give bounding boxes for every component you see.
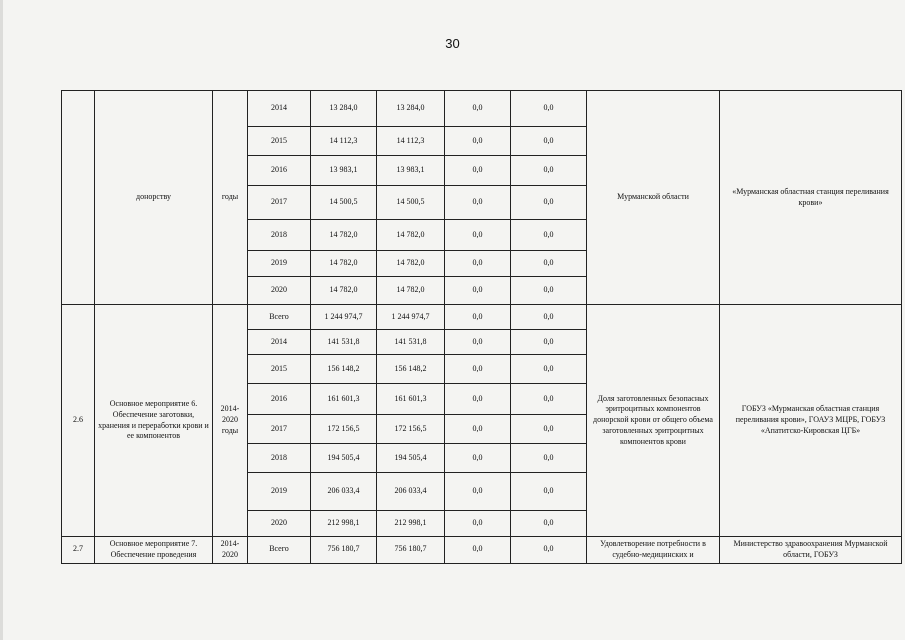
year-cell: 2014 <box>248 91 311 127</box>
other-sources-cell: 0,0 <box>511 220 587 251</box>
federal-budget-cell: 0,0 <box>445 220 511 251</box>
federal-budget-cell: 0,0 <box>445 305 511 330</box>
year-cell: 2017 <box>248 186 311 220</box>
total-cell: 194 505,4 <box>311 444 377 473</box>
federal-budget-cell: 0,0 <box>445 444 511 473</box>
year-cell: 2019 <box>248 473 311 511</box>
federal-budget-cell: 0,0 <box>445 537 511 564</box>
regional-budget-cell: 194 505,4 <box>377 444 445 473</box>
scan-edge <box>0 0 3 640</box>
regional-budget-cell: 161 601,3 <box>377 384 445 415</box>
other-sources-cell: 0,0 <box>511 473 587 511</box>
row-number-cell <box>62 91 95 305</box>
regional-budget-cell: 206 033,4 <box>377 473 445 511</box>
year-cell: 2016 <box>248 156 311 186</box>
year-cell: 2017 <box>248 415 311 444</box>
page-number: 30 <box>445 36 460 51</box>
year-cell: 2020 <box>248 277 311 305</box>
other-sources-cell: 0,0 <box>511 444 587 473</box>
period-cell: годы <box>213 91 248 305</box>
other-sources-cell: 0,0 <box>511 511 587 537</box>
regional-budget-cell: 14 112,3 <box>377 127 445 156</box>
other-sources-cell: 0,0 <box>511 305 587 330</box>
indicator-cell: Удовлетворение потребности в судебно-медицинских и <box>587 537 720 564</box>
federal-budget-cell: 0,0 <box>445 186 511 220</box>
regional-budget-cell: 1 244 974,7 <box>377 305 445 330</box>
year-cell: 2016 <box>248 384 311 415</box>
federal-budget-cell: 0,0 <box>445 511 511 537</box>
year-cell: Всего <box>248 537 311 564</box>
executor-cell: «Мурманская областная станция переливания крови» <box>720 91 902 305</box>
other-sources-cell: 0,0 <box>511 384 587 415</box>
total-cell: 14 112,3 <box>311 127 377 156</box>
budget-table-body <box>62 91 902 564</box>
other-sources-cell: 0,0 <box>511 415 587 444</box>
table-row <box>62 537 902 564</box>
row-number-cell: 2.7 <box>62 537 95 564</box>
event-name-cell: Основное мероприятие 7. Обеспечение проведения <box>95 537 213 564</box>
regional-budget-cell: 14 782,0 <box>377 220 445 251</box>
executor-cell: ГОБУЗ «Мурманская областная станция переливания крови», ГОАУЗ МЦРБ, ГОБУЗ «Апатитско-Кировская ЦГБ» <box>720 305 902 537</box>
year-cell: 2014 <box>248 330 311 355</box>
indicator-cell: Мурманской области <box>587 91 720 305</box>
federal-budget-cell: 0,0 <box>445 156 511 186</box>
regional-budget-cell: 172 156,5 <box>377 415 445 444</box>
year-cell: 2018 <box>248 220 311 251</box>
indicator-cell: Доля заготовленных безопасных эритроцитных компонентов донорской крови от общего объема заготовленных эритроцитных компонентов крови <box>587 305 720 537</box>
event-name-cell: донорству <box>95 91 213 305</box>
regional-budget-cell: 14 782,0 <box>377 251 445 277</box>
period-cell: 2014-2020 годы <box>213 305 248 537</box>
year-cell: 2018 <box>248 444 311 473</box>
total-cell: 212 998,1 <box>311 511 377 537</box>
year-cell: Всего <box>248 305 311 330</box>
total-cell: 14 500,5 <box>311 186 377 220</box>
total-cell: 14 782,0 <box>311 251 377 277</box>
row-number-cell: 2.6 <box>62 305 95 537</box>
regional-budget-cell: 756 180,7 <box>377 537 445 564</box>
other-sources-cell: 0,0 <box>511 355 587 384</box>
total-cell: 1 244 974,7 <box>311 305 377 330</box>
total-cell: 172 156,5 <box>311 415 377 444</box>
other-sources-cell: 0,0 <box>511 91 587 127</box>
event-name-cell: Основное мероприятие 6. Обеспечение заготовки, хранения и переработки крови и ее компонентов <box>95 305 213 537</box>
federal-budget-cell: 0,0 <box>445 355 511 384</box>
total-cell: 156 148,2 <box>311 355 377 384</box>
total-cell: 756 180,7 <box>311 537 377 564</box>
regional-budget-cell: 14 500,5 <box>377 186 445 220</box>
total-cell: 161 601,3 <box>311 384 377 415</box>
federal-budget-cell: 0,0 <box>445 384 511 415</box>
year-cell: 2015 <box>248 355 311 384</box>
other-sources-cell: 0,0 <box>511 251 587 277</box>
budget-table <box>61 90 902 564</box>
table-row <box>62 91 902 127</box>
regional-budget-cell: 13 983,1 <box>377 156 445 186</box>
period-cell: 2014-2020 <box>213 537 248 564</box>
total-cell: 14 782,0 <box>311 277 377 305</box>
year-cell: 2020 <box>248 511 311 537</box>
other-sources-cell: 0,0 <box>511 127 587 156</box>
federal-budget-cell: 0,0 <box>445 251 511 277</box>
other-sources-cell: 0,0 <box>511 186 587 220</box>
regional-budget-cell: 141 531,8 <box>377 330 445 355</box>
regional-budget-cell: 14 782,0 <box>377 277 445 305</box>
executor-cell: Министерство здравоохранения Мурманской области, ГОБУЗ <box>720 537 902 564</box>
other-sources-cell: 0,0 <box>511 156 587 186</box>
total-cell: 13 284,0 <box>311 91 377 127</box>
federal-budget-cell: 0,0 <box>445 91 511 127</box>
regional-budget-cell: 212 998,1 <box>377 511 445 537</box>
federal-budget-cell: 0,0 <box>445 473 511 511</box>
other-sources-cell: 0,0 <box>511 330 587 355</box>
total-cell: 206 033,4 <box>311 473 377 511</box>
federal-budget-cell: 0,0 <box>445 330 511 355</box>
year-cell: 2015 <box>248 127 311 156</box>
federal-budget-cell: 0,0 <box>445 415 511 444</box>
regional-budget-cell: 13 284,0 <box>377 91 445 127</box>
federal-budget-cell: 0,0 <box>445 277 511 305</box>
year-cell: 2019 <box>248 251 311 277</box>
table-row <box>62 305 902 330</box>
other-sources-cell: 0,0 <box>511 277 587 305</box>
total-cell: 13 983,1 <box>311 156 377 186</box>
total-cell: 141 531,8 <box>311 330 377 355</box>
federal-budget-cell: 0,0 <box>445 127 511 156</box>
regional-budget-cell: 156 148,2 <box>377 355 445 384</box>
total-cell: 14 782,0 <box>311 220 377 251</box>
other-sources-cell: 0,0 <box>511 537 587 564</box>
